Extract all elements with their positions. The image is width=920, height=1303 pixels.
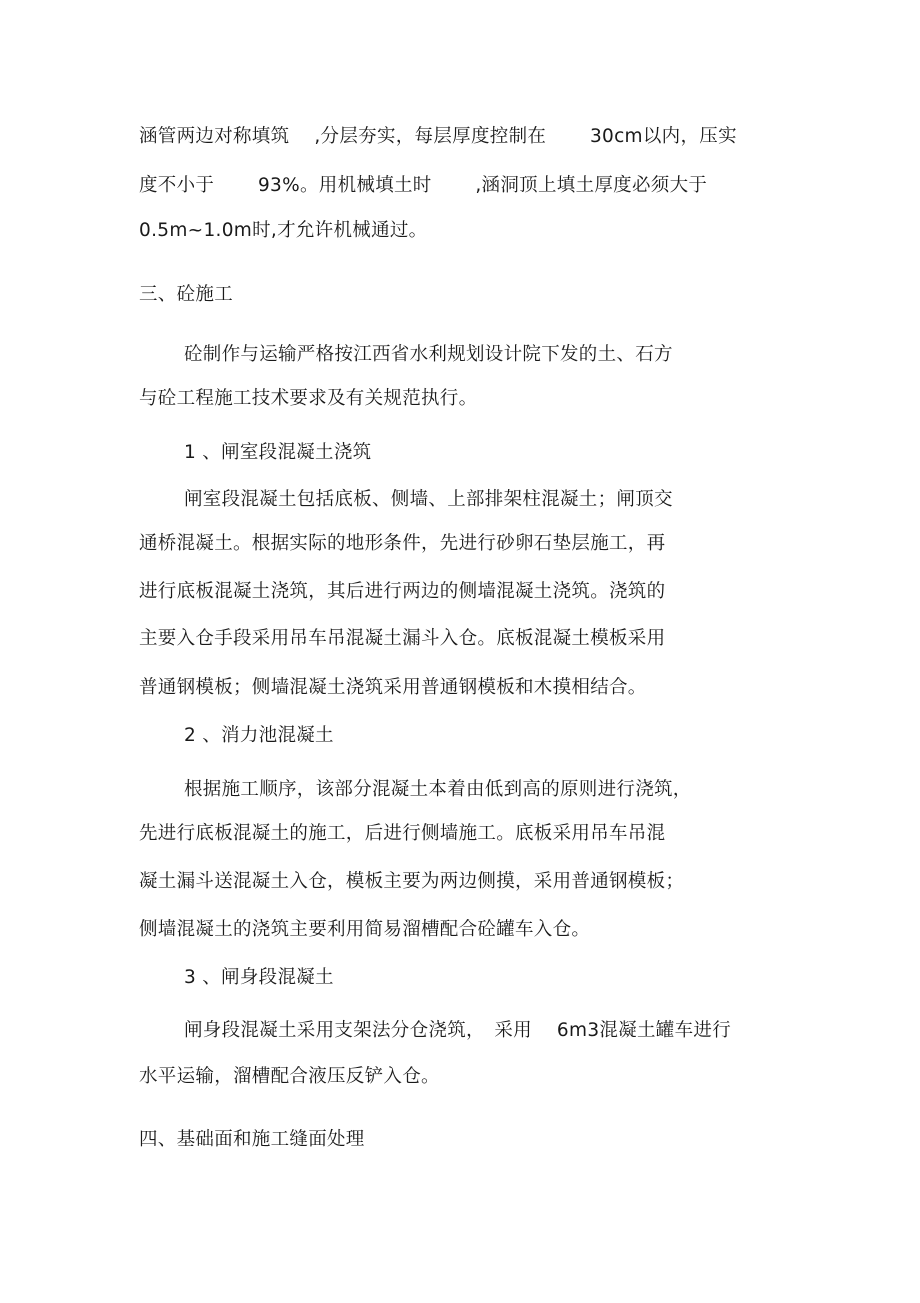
paragraph-line: 普通钢模板；侧墙混凝土浇筑采用普通钢模板和木摸相结合。	[139, 677, 647, 698]
paragraph-line: 与砼工程施工技术要求及有关规范执行。	[139, 388, 478, 409]
paragraph-line: 涵管两边对称填筑 ,分层夯实，每层厚度控制在 30cm以内，压实	[139, 126, 737, 147]
subsection-heading: 2 、消力池混凝土	[184, 725, 334, 746]
subsection-heading: 3 、闸身段混凝土	[184, 967, 334, 988]
paragraph-line: 闸室段混凝土包括底板、侧墙、上部排架柱混凝土；闸顶交	[184, 489, 673, 510]
paragraph-line: 砼制作与运输严格按江西省水利规划设计院下发的土、石方	[184, 344, 673, 365]
paragraph-line: 侧墙混凝土的浇筑主要利用简易溜槽配合砼罐车入仓。	[139, 919, 591, 940]
paragraph-line: 根据施工顺序，该部分混凝土本着由低到高的原则进行浇筑，	[184, 779, 692, 800]
paragraph-line: 闸身段混凝土采用支架法分仓浇筑， 采用 6m3混凝土罐车进行	[184, 1020, 731, 1041]
section-heading: 三、砼施工	[139, 284, 234, 305]
paragraph-line: 凝土漏斗送混凝土入仓，模板主要为两边侧摸，采用普通钢模板；	[139, 871, 685, 892]
paragraph-line: 度不小于 93%。用机械填土时 ,涵洞顶上填土厚度必须大于	[139, 175, 708, 196]
section-heading: 四、基础面和施工缝面处理	[139, 1129, 365, 1150]
paragraph-line: 水平运输，溜槽配合液压反铲入仓。	[139, 1066, 440, 1087]
paragraph-line: 主要入仓手段采用吊车吊混凝土漏斗入仓。底板混凝土模板采用	[139, 628, 666, 649]
paragraph-line: 0.5m~1.0m时,才允许机械通过。	[139, 220, 428, 241]
paragraph-line: 进行底板混凝土浇筑，其后进行两边的侧墙混凝土浇筑。浇筑的	[139, 581, 666, 602]
paragraph-line: 通桥混凝土。根据实际的地形条件，先进行砂卵石垫层施工，再	[139, 533, 666, 554]
paragraph-line: 先进行底板混凝土的施工，后进行侧墙施工。底板采用吊车吊混	[139, 823, 666, 844]
subsection-heading: 1 、闸室段混凝土浇筑	[184, 442, 372, 463]
